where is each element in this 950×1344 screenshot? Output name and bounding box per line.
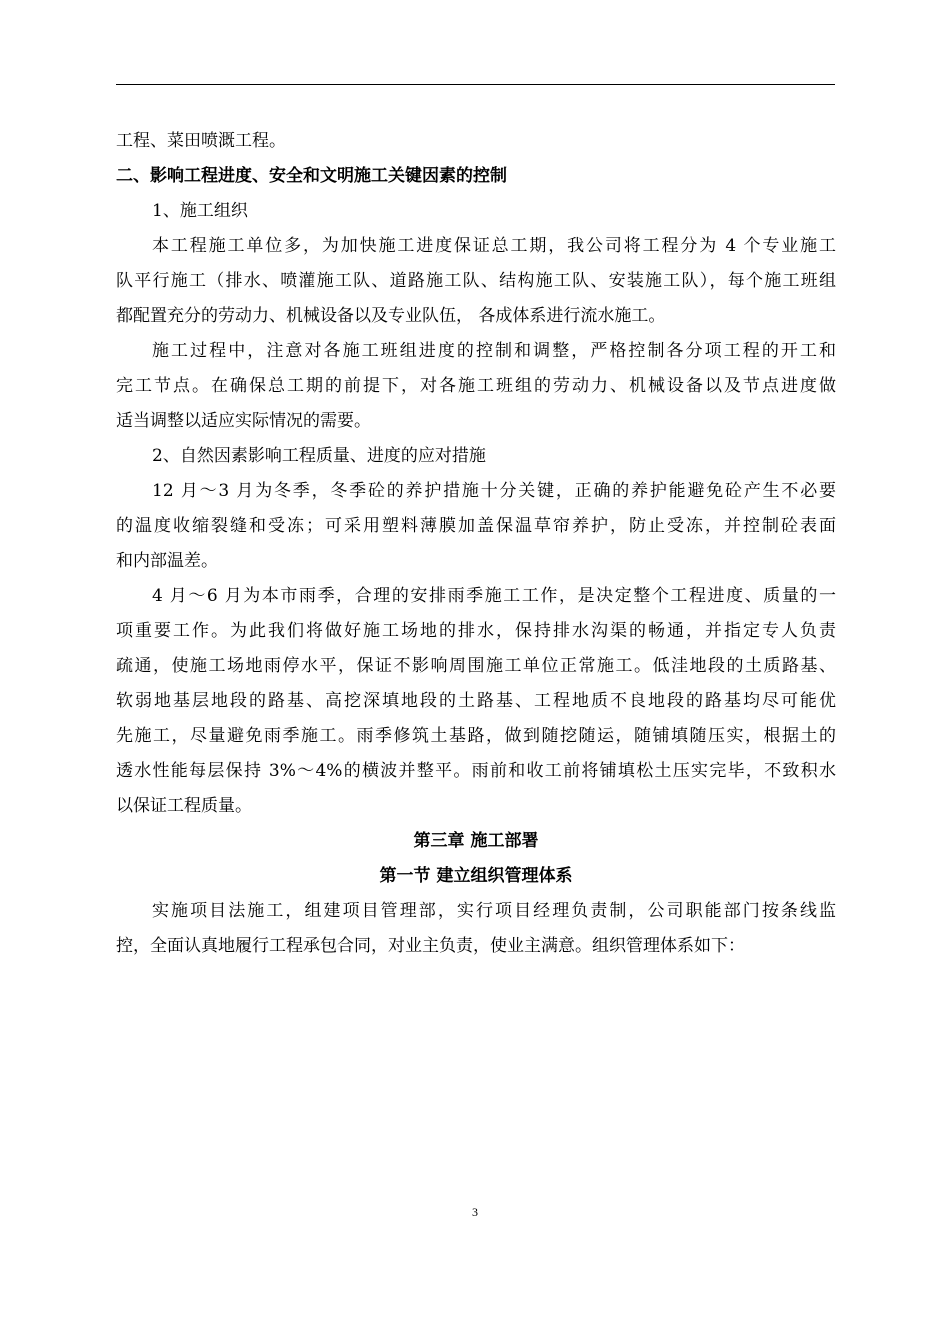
paragraph-line: 都配置充分的劳动力、机械设备以及专业队伍， 各成体系进行流水施工。 bbox=[116, 306, 666, 326]
paragraph-line: 以保证工程质量。 bbox=[116, 796, 252, 816]
paragraph-line: 完工节点。在确保总工期的前提下，对各施工班组的劳动力、机械设备以及节点进度做 bbox=[116, 376, 836, 396]
paragraph-line: 本工程施工单位多，为加快施工进度保证总工期，我公司将工程分为 4 个专业施工 bbox=[152, 236, 836, 256]
paragraph-line: 透水性能每层保持 3%～4%的横波并整平。雨前和收工前将铺填松土压实完毕，不致积水 bbox=[116, 761, 836, 781]
paragraph-line: 项重要工作。为此我们将做好施工场地的排水，保持排水沟渠的畅通，并指定专人负责 bbox=[116, 621, 836, 641]
paragraph-line: 适当调整以适应实际情况的需要。 bbox=[116, 411, 371, 431]
section-title: 第一节 建立组织管理体系 bbox=[379, 866, 573, 886]
paragraph-line: 软弱地基层地段的路基、高挖深填地段的土路基、工程地质不良地段的路基均尽可能优 bbox=[116, 691, 836, 711]
document-body bbox=[116, 124, 836, 964]
paragraph-line: 的温度收缩裂缝和受冻；可采用塑料薄膜加盖保温草帘养护，防止受冻，并控制砼表面 bbox=[116, 516, 836, 536]
paragraph-line: 队平行施工（排水、喷灌施工队、道路施工队、结构施工队、安装施工队），每个施工班组 bbox=[116, 271, 836, 291]
paragraph-line: 实施项目法施工，组建项目管理部，实行项目经理负责制，公司职能部门按条线监 bbox=[152, 901, 836, 921]
paragraph-line: 施工过程中，注意对各施工班组进度的控制和调整，严格控制各分项工程的开工和 bbox=[152, 341, 836, 361]
section-heading: 二、影响工程进度、安全和文明施工关键因素的控制 bbox=[116, 166, 507, 186]
header-rule bbox=[116, 84, 835, 85]
paragraph-line: 和内部温差。 bbox=[116, 551, 218, 571]
paragraph-line: 12 月～3 月为冬季，冬季砼的养护措施十分关键，正确的养护能避免砼产生不必要 bbox=[152, 481, 836, 501]
paragraph-line: 工程、菜田喷溉工程。 bbox=[116, 131, 286, 151]
subsection-heading: 2、自然因素影响工程质量、进度的应对措施 bbox=[152, 446, 486, 466]
paragraph-line: 疏通，使施工场地雨停水平，保证不影响周围施工单位正常施工。低洼地段的土质路基、 bbox=[116, 656, 836, 676]
paragraph-line: 4 月～6 月为本市雨季，合理的安排雨季施工工作，是决定整个工程进度、质量的一 bbox=[152, 586, 836, 606]
page-number: 3 bbox=[472, 1205, 478, 1219]
paragraph-line: 控，全面认真地履行工程承包合同，对业主负责，使业主满意。组织管理体系如下： bbox=[116, 936, 745, 956]
paragraph-line: 先施工，尽量避免雨季施工。雨季修筑土基路，做到随挖随运，随铺填随压实，根据土的 bbox=[116, 726, 836, 746]
subsection-heading: 1、施工组织 bbox=[152, 201, 248, 221]
chapter-title: 第三章 施工部署 bbox=[413, 831, 539, 851]
